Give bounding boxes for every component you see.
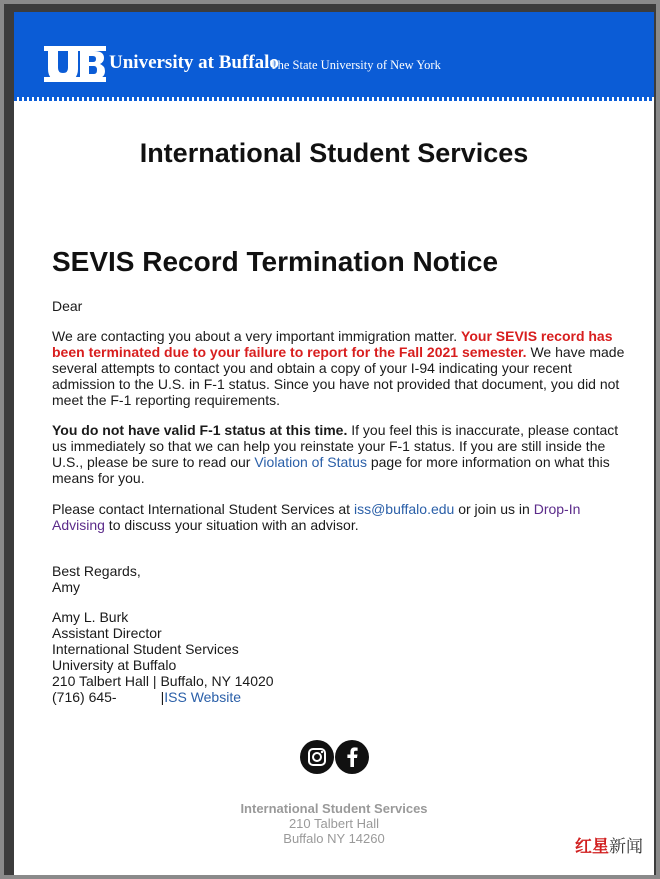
greeting: Dear: [52, 298, 83, 314]
news-watermark: [575, 832, 643, 857]
facebook-glyph: [335, 740, 369, 774]
p3-text-1: Please contact International Student Services at: [52, 501, 354, 517]
signature-university: University at Buffalo: [52, 657, 177, 673]
closing-text: Best Regards,: [52, 563, 141, 579]
p1-text-2: We have made several attempts to contact you and obtain a copy of your I-94 indicating your recent admission to the U.S. in F-1 status. Since you have not provided that document, you did not meet the F-1 reporting requirements.: [52, 344, 625, 408]
footer-city: Buffalo NY 14260: [283, 831, 385, 846]
p2-text-2: page for more information on what this means for you.: [52, 454, 610, 486]
watermark-text: 新闻: [609, 837, 643, 857]
footer: [14, 801, 654, 846]
notice-title: SEVIS Record Termination Notice: [52, 246, 499, 277]
header-divider: [14, 97, 654, 101]
signature-block: [52, 609, 630, 705]
department-title: International Student Services: [139, 138, 529, 168]
termination-alert-text: Your SEVIS record has been terminated due to your failure to report for the Fall 2021 semester.: [52, 328, 613, 360]
signature-contact-line: [52, 689, 630, 705]
paragraph-contact: [52, 501, 630, 533]
drop-in-advising-link[interactable]: Drop-In Advising: [52, 501, 581, 533]
p3-text-2: or join us in: [454, 501, 534, 517]
p3-text-3: to discuss your situation with an advisor.: [104, 517, 359, 533]
p2-text-1: If you feel this is inaccurate, please contact us immediately so that we can help you reinstate your F-1 status. If you are still inside the U.S., please be sure to read our: [52, 422, 619, 470]
paragraph-status: [52, 422, 630, 486]
violation-of-status-link[interactable]: Violation of Status: [254, 454, 367, 470]
closing-name: Amy: [52, 579, 80, 595]
footer-org: International Student Services: [240, 801, 428, 816]
signature-name: Amy L. Burk: [52, 609, 129, 625]
signature-title: Assistant Director: [52, 625, 162, 641]
paragraph-termination: [52, 328, 630, 408]
p1-text-1: We are contacting you about a very important immigration matter.: [52, 328, 462, 344]
brand-subtitle: The State University of New York: [270, 58, 441, 72]
watermark-red-char-2: 星: [592, 837, 609, 857]
brand-name: University at Buffalo: [109, 52, 279, 73]
screenshot-frame: [4, 4, 656, 875]
signature-address: 210 Talbert Hall | Buffalo, NY 14020: [52, 673, 274, 689]
signature-phone: (716) 645-: [52, 689, 117, 705]
ub-logo-icon: [44, 46, 106, 82]
signature-department: International Student Services: [52, 641, 239, 657]
watermark-red-char: 红: [575, 837, 592, 857]
closing-block: [52, 563, 630, 595]
iss-email-link[interactable]: iss@buffalo.edu: [353, 501, 455, 517]
instagram-glyph: [300, 740, 334, 774]
status-warning-text: You do not have valid F-1 status at this time.: [52, 422, 348, 438]
facebook-icon[interactable]: [335, 740, 369, 774]
iss-website-link[interactable]: ISS Website: [164, 689, 242, 705]
instagram-icon[interactable]: [300, 740, 334, 774]
header-banner: [14, 12, 654, 97]
signature-separator: |: [160, 689, 165, 705]
footer-street: 210 Talbert Hall: [288, 816, 380, 831]
email-page: [14, 12, 654, 875]
